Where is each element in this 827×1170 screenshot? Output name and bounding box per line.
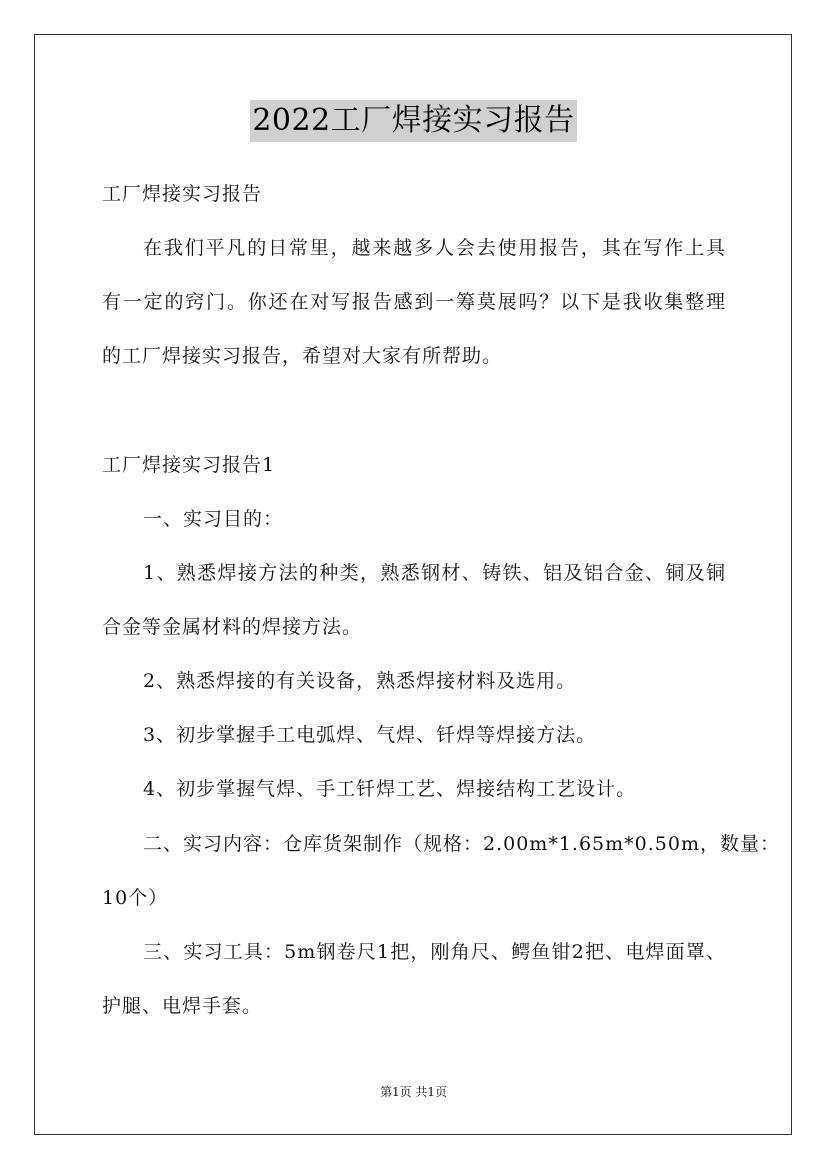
content-line-1: 二、实习内容：仓库货架制作（规格：2.00m*1.65m*0.50m，数量： <box>143 833 780 855</box>
purpose-item-2: 2、熟悉焊接的有关设备，熟悉焊接材料及选用。 <box>143 670 577 692</box>
document-title: 2022工厂焊接实习报告 <box>250 100 576 142</box>
purpose-heading: 一、实习目的： <box>143 508 284 530</box>
purpose-item-1-line-1: 1、熟悉焊接方法的种类，熟悉钢材、铸铁、铝及铝合金、铜及铜 <box>143 562 726 584</box>
tools-line-2: 护腿、电焊手套。 <box>102 995 263 1017</box>
purpose-item-1-line-2: 合金等金属材料的焊接方法。 <box>102 616 363 638</box>
tools-line-1: 三、实习工具：5m钢卷尺1把，刚角尺、鳄鱼钳2把、电焊面罩、 <box>143 941 726 963</box>
intro-line-1: 在我们平凡的日常里，越来越多人会去使用报告，其在写作上具 <box>143 237 726 259</box>
content-line-2: 10个） <box>102 887 169 909</box>
document-title-block <box>0 100 827 142</box>
purpose-item-3: 3、初步掌握手工电弧焊、气焊、钎焊等焊接方法。 <box>143 724 597 746</box>
subtitle: 工厂焊接实习报告 <box>102 183 263 205</box>
intro-line-2: 有一定的窍门。你还在对写报告感到一筹莫展吗？以下是我收集整理 <box>102 291 726 313</box>
page-footer: 第1页 共1页 <box>379 1085 448 1099</box>
intro-line-3: 的工厂焊接实习报告，希望对大家有所帮助。 <box>102 345 503 367</box>
purpose-item-4: 4、初步掌握气焊、手工钎焊工艺、焊接结构工艺设计。 <box>143 778 637 800</box>
section-heading: 工厂焊接实习报告1 <box>102 454 276 476</box>
